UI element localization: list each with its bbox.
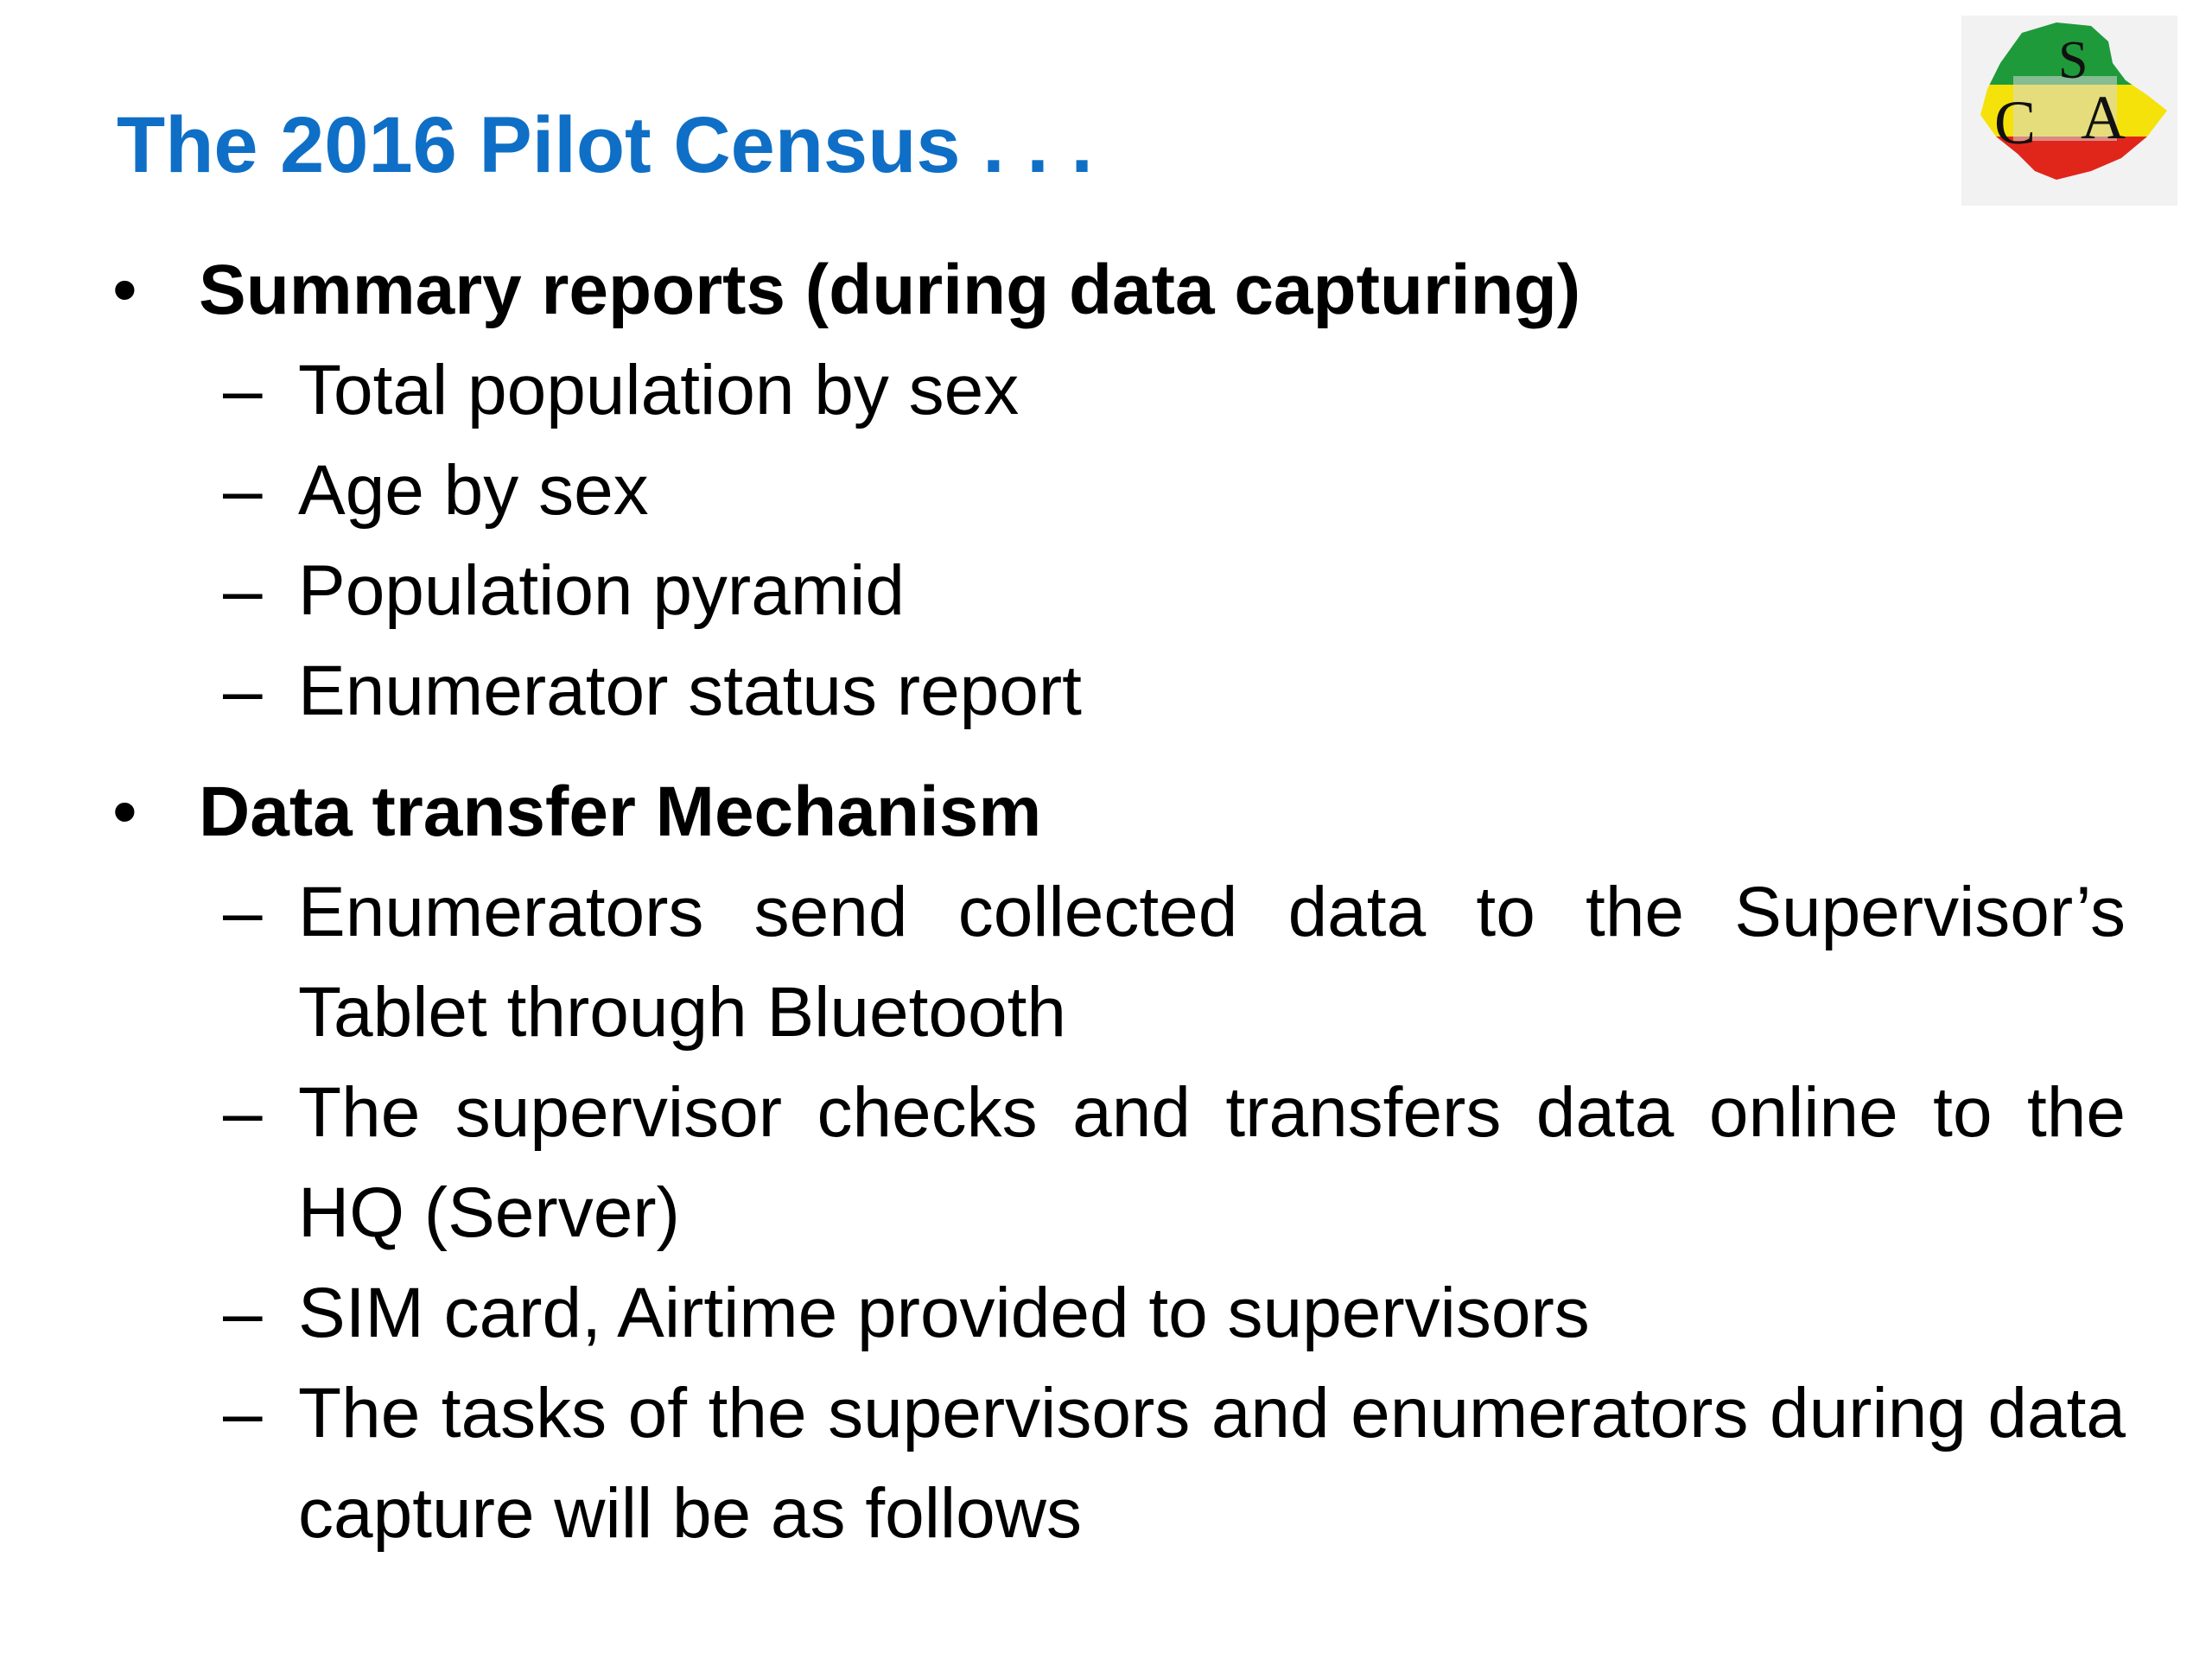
- sublist-summary-reports: [112, 340, 2126, 741]
- list-item: [112, 862, 2126, 1063]
- sublist-data-transfer: [112, 862, 2126, 1564]
- list-item: [112, 1363, 2126, 1564]
- dash-icon: –: [223, 1374, 263, 1452]
- dash-icon: –: [223, 873, 263, 951]
- bullet-heading: Summary reports (during data capturing): [199, 251, 1581, 329]
- bullet-dot-icon: •: [112, 251, 137, 329]
- list-item: [112, 541, 2126, 641]
- list-item: [112, 340, 2126, 441]
- logo-letter-a: A: [2081, 83, 2126, 152]
- list-item-text: Enumerators send collected data to the Supervisor’s Tablet through Bluetooth: [298, 873, 2126, 1052]
- list-item-text: Population pyramid: [298, 551, 905, 630]
- slide-body: [112, 240, 2126, 1585]
- csa-logo-emblem-icon: [1961, 16, 2177, 206]
- list-item-text: Age by sex: [298, 451, 649, 530]
- dash-icon: –: [223, 451, 263, 530]
- bullet-data-transfer: [112, 762, 2126, 862]
- bullet-summary-reports: [112, 240, 2126, 340]
- bullet-dot-icon: •: [112, 772, 137, 851]
- list-item: [112, 641, 2126, 741]
- slide-title: The 2016 Pilot Census . . .: [117, 101, 1093, 189]
- list-item-text: Enumerator status report: [298, 652, 1082, 730]
- logo-letter-s: S: [2058, 31, 2088, 90]
- dash-icon: –: [223, 551, 263, 630]
- list-item-text: The supervisor checks and transfers data online to the HQ (Server): [298, 1073, 2126, 1252]
- csa-logo: [1961, 16, 2177, 206]
- list-item-text: SIM card, Airtime provided to supervisors: [298, 1274, 1590, 1352]
- logo-letter-c: C: [1994, 88, 2037, 157]
- dash-icon: –: [223, 652, 263, 730]
- dash-icon: –: [223, 351, 263, 429]
- list-item: [112, 1263, 2126, 1363]
- dash-icon: –: [223, 1073, 263, 1152]
- list-item-text: Total population by sex: [298, 351, 1020, 429]
- list-item: [112, 1063, 2126, 1263]
- dash-icon: –: [223, 1274, 263, 1352]
- list-item: [112, 441, 2126, 541]
- list-item-text: The tasks of the supervisors and enumerators during data capture will be as follows: [298, 1374, 2126, 1553]
- bullet-heading: Data transfer Mechanism: [199, 772, 1042, 851]
